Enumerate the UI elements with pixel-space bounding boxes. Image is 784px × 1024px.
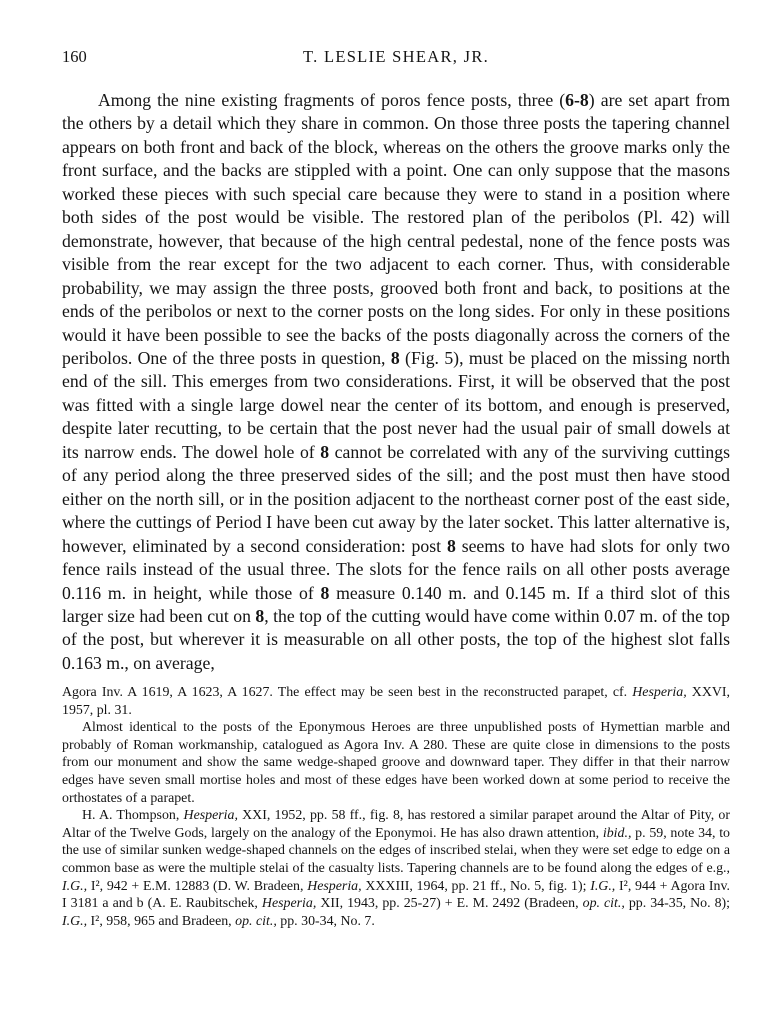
page-header <box>62 47 730 71</box>
catalogue-ref: 8 <box>320 441 330 462</box>
catalogue-ref: 8 <box>390 347 400 368</box>
footnotes <box>62 684 730 930</box>
footnote: H. A. Thompson, Hesperia, XXI, 1952, pp. 58 ff., fig. 8, has restored a similar parapet around the Altar of Pity, or Altar of the Twelve Gods, largely on the analogy of the Eponymoi. He has also drawn attention, ibid., p. 59, note 34, to the use of similar sunken wedge-shaped channels on the edges of inscribed stelai, when they were set edge to edge on a common base as were the multiple stelai of the casualty lists. Tapering channels are to be found along the edges of e.g., I.G., I², 942 + E.M. 12883 (D. W. Bradeen, Hesperia, XXXIII, 1964, pp. 21 ff., No. 5, fig. 1); I.G., I², 944 + Agora Inv. I 3181 a and b (A. E. Raubitschek, Hesperia, XII, 1943, pp. 25-27) + E. M. 2492 (Bradeen, op. cit., pp. 34-35, No. 8); I.G., I², 958, 965 and Bradeen, op. cit., pp. 30-34, No. 7. <box>62 808 731 929</box>
running-title: T. LESLIE SHEAR, JR. <box>302 47 490 66</box>
catalogue-ref: 8 <box>446 535 456 556</box>
body-text: cannot be correlated with any of the surviving cuttings of any period along the three preserved sides of the sill; and the post must then have stood either on the north sill, or in the position adjacent to the northeast corner post of the east side, where the cuttings of Period I have been cut away by the later socket. This latter alternative is, however, eliminated by a second consideration: post <box>62 441 730 556</box>
body-text: measure 0.140 m. and 0.145 m. If a third slot of this larger size had been cut on <box>62 582 730 626</box>
page-number: 160 <box>62 47 87 66</box>
document-page <box>62 0 730 1024</box>
body-text: Among the nine existing fragments of poros fence posts, three ( <box>98 90 566 110</box>
body-text: , the top of the cutting would have come within 0.07 m. of the top of the post, but wherever it is measurable on all other posts, the top of the highest slot falls 0.163 m., on average, <box>62 605 730 673</box>
body-text: (Fig. 5), must be placed on the missing north end of the sill. This emerges from two considerations. First, it will be observed that the post was fitted with a single large dowel near the center of its bottom, and enough is preserved, despite later recutting, to be certain that the post never had the usual pair of small dowels at its narrow ends. The dowel hole of <box>62 347 730 462</box>
body-text: seems to have had slots for only two fence rails instead of the usual three. The slots for the fence rails on all other posts average 0.116 m. in height, while those of <box>62 535 730 603</box>
body-text: ) are set apart from the others by a detail which they share in common. On those three posts the tapering channel appears on both front and back of the block, whereas on the others the groove marks only the front surface, and the backs are stippled with a point. One can only suppose that the masons worked these pieces with such special care because they were to stand in a position where both sides of the post would be visible. The restored plan of the peribolos (Pl. 42) will demonstrate, however, that because of the high central pedestal, none of the fence posts was visible from the rear except for the two adjacent to each corner. Thus, with considerable probability, we may assign the three posts, grooved both front and back, to positions at the ends of the peribolos or next to the corner posts on the long sides. For only in these positions would it have been possible to see the backs of the posts diagonally across the corners of the peribolos. One of the three posts in question, <box>62 90 730 368</box>
catalogue-ref: 8 <box>255 605 265 626</box>
catalogue-ref: 8 <box>320 582 330 603</box>
body-paragraph <box>62 89 730 675</box>
footnote: Agora Inv. A 1619, A 1623, A 1627. The effect may be seen best in the reconstructed parapet, cf. Hesperia, XXVI, 1957, pl. 31. <box>62 685 730 718</box>
footnote: Almost identical to the posts of the Eponymous Heroes are three unpublished posts of Hymettian marble and probably of Roman workmanship, catalogued as Agora Inv. A 280. These are quite close in dimensions to the posts from our monument and show the same wedge-shaped groove and downward taper. They differ in that their narrow edges have seven small mortise holes and most of these edges have been worked down at some period to receive the orthostates of a parapet. <box>62 720 730 806</box>
catalogue-ref: 6-8 <box>565 90 589 110</box>
